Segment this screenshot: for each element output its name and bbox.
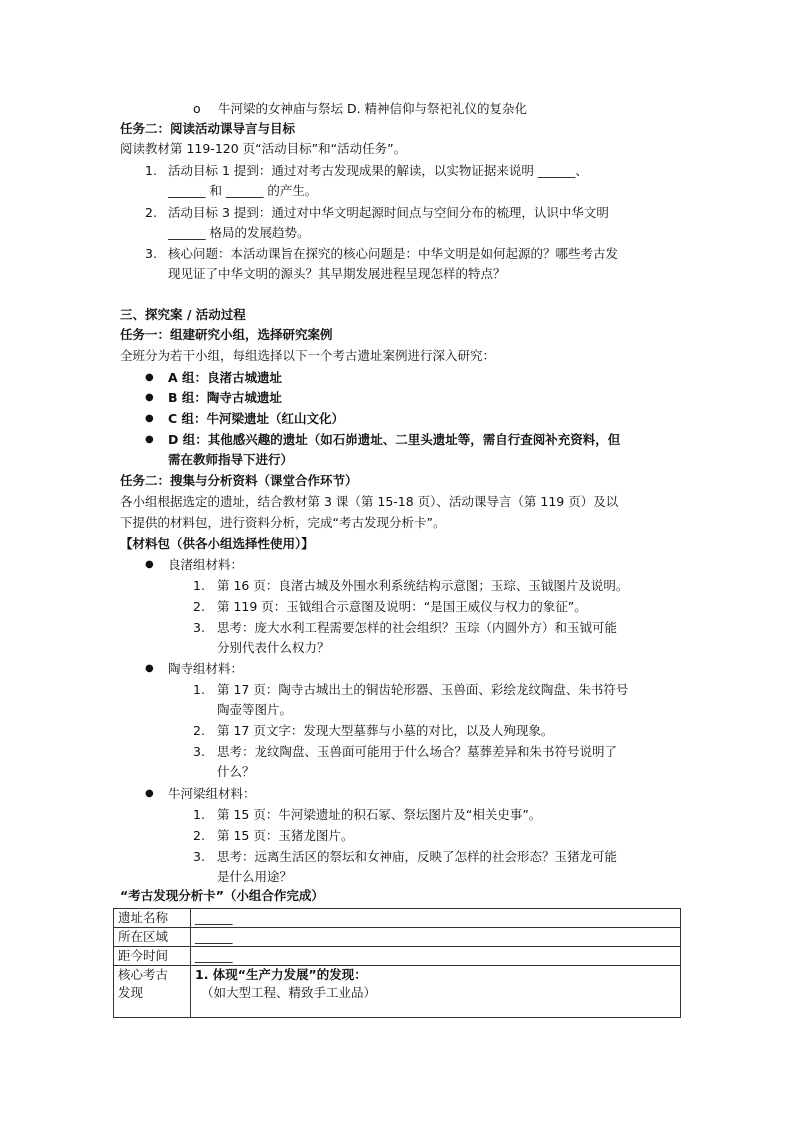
bullet-icon: ● <box>145 392 154 403</box>
list-number: 3. <box>193 849 205 864</box>
group-c: C 组：牛河梁遗址（红山文化） <box>168 411 345 426</box>
row-label: 遗址名称 <box>114 909 191 928</box>
core-item-hint: （如大型工程、精致手工业品） <box>201 985 377 1000</box>
table-row <box>114 909 681 928</box>
site-name-field[interactable]: ______ <box>191 909 681 928</box>
section3-title: 三、探究案 / 活动过程 <box>120 307 246 322</box>
group-b: B 组：陶寺古城遗址 <box>168 390 282 405</box>
bullet-icon: ● <box>145 413 154 424</box>
bullet-icon: ● <box>145 434 154 445</box>
pack-item-text: 思考：远离生活区的祭坛和女神庙，反映了怎样的社会形态？玉猪龙可能 <box>217 849 618 864</box>
analysis-card-title: “考古发现分析卡”（小组合作完成） <box>120 888 324 903</box>
core-question-line2: 现见证了中华文明的源头？其早期发展进程呈现怎样的特点？ <box>168 266 506 281</box>
core-question-line1: 核心问题：本活动课旨在探究的核心问题是：中华文明是如何起源的？哪些考古发 <box>168 246 619 261</box>
group-a: A 组：良渚古城遗址 <box>168 370 283 385</box>
row-label-core-discovery <box>114 966 191 1018</box>
row-label-line: 核心考古 <box>118 967 169 982</box>
list-number: 1. <box>193 807 205 822</box>
goal3-line1: 活动目标 3 提到：通过对中华文明起源时间点与空间分布的梳理，认识中华文明 <box>168 205 609 220</box>
bullet-icon: ● <box>145 372 154 383</box>
pack-name-liangzhu: 良渚组材料： <box>168 557 244 572</box>
pack-item-text: 陶壶等图片。 <box>217 702 293 717</box>
core-discovery-field[interactable] <box>191 966 681 1018</box>
pack-item-text: 第 17 页文字：发现大型墓葬与小墓的对比，以及人殉现象。 <box>217 723 554 738</box>
table-row <box>114 928 681 947</box>
task1-heading: 任务一：组建研究小组，选择研究案例 <box>120 327 333 342</box>
task2-heading: 任务二：搜集与分析资料（课堂合作环节） <box>120 473 358 488</box>
list-number: 2. <box>145 205 157 220</box>
list-number: 2. <box>193 599 205 614</box>
pack-name-niuheliang: 牛河梁组材料： <box>168 786 256 801</box>
group-d-line1: D 组：其他感兴趣的遗址（如石峁遗址、二里头遗址等，需自行查阅补充资料，但 <box>168 432 621 447</box>
list-number: 1. <box>193 682 205 697</box>
task2-prev-intro: 阅读教材第 119-120 页“活动目标”和“活动任务”。 <box>120 141 407 156</box>
material-pack-title: 【材料包（供各小组选择性使用）】 <box>120 536 314 551</box>
list-number: 2. <box>193 828 205 843</box>
task2-intro-line2: 下提供的材料包，进行资料分析，完成“考古发现分析卡”。 <box>120 515 446 530</box>
age-field[interactable]: ______ <box>191 947 681 966</box>
list-number: 1. <box>145 163 157 178</box>
analysis-card-table <box>113 908 681 1018</box>
pack-item-text: 思考：庞大水利工程需要怎样的社会组织？玉琮（内圆外方）和玉钺可能 <box>217 620 618 635</box>
pack-item-text: 第 119 页：玉钺组合示意图及说明：“是国王威仪与权力的象征”。 <box>217 599 587 614</box>
task1-intro: 全班分为若干小组，每组选择以下一个考古遗址案例进行深入研究： <box>120 348 496 363</box>
row-label: 距今时间 <box>114 947 191 966</box>
goal3-line2: ______ 格局的发展趋势。 <box>168 225 310 240</box>
pack-item-text: 分别代表什么权力？ <box>217 640 330 655</box>
bullet-icon: ● <box>145 663 154 674</box>
row-label: 所在区域 <box>114 928 191 947</box>
list-marker: o <box>193 101 201 116</box>
table-row <box>114 966 681 1018</box>
task2-intro-line1: 各小组根据选定的遗址，结合教材第 3 课（第 15-18 页）、活动课导言（第 119 页）及以 <box>120 494 619 509</box>
pack-item-text: 第 15 页：牛河梁遗址的积石冢、祭坛图片及“相关史事”。 <box>217 807 542 822</box>
core-item-heading: 1. 体现“生产力发展”的发现： <box>195 967 367 982</box>
task2-prev-heading: 任务二：阅读活动课导言与目标 <box>120 121 296 136</box>
pack-item-text: 第 17 页：陶寺古城出土的铜齿轮形器、玉兽面、彩绘龙纹陶盘、朱书符号 <box>217 682 629 697</box>
pack-item-text: 第 15 页：玉猪龙图片。 <box>217 828 354 843</box>
pack-item-text: 是什么用途？ <box>217 869 293 884</box>
goal1-line2: ______ 和 ______ 的产生。 <box>168 183 318 198</box>
row-label-line: 发现 <box>118 985 144 1000</box>
list-number: 3. <box>145 246 157 261</box>
goal1-line1: 活动目标 1 提到：通过对考古发现成果的解读，以实物证据来说明 ______、 <box>168 163 588 178</box>
group-d-line2: 需在教师指导下进行） <box>168 452 294 467</box>
region-field[interactable]: ______ <box>191 928 681 947</box>
pack-item-text: 第 16 页：良渚古城及外围水利系统结构示意图；玉琮、玉钺图片及说明。 <box>217 578 629 593</box>
pack-item-text: 什么？ <box>217 764 255 779</box>
top-item-text: 牛河梁的女神庙与祭坛 D. 精神信仰与祭祀礼仪的复杂化 <box>218 101 528 116</box>
bullet-icon: ● <box>145 559 154 570</box>
list-number: 3. <box>193 744 205 759</box>
list-number: 3. <box>193 620 205 635</box>
list-number: 2. <box>193 723 205 738</box>
pack-name-taosi: 陶寺组材料： <box>168 661 244 676</box>
pack-item-text: 思考：龙纹陶盘、玉兽面可能用于什么场合？墓葬差异和朱书符号说明了 <box>217 744 618 759</box>
bullet-icon: ● <box>145 788 154 799</box>
table-row <box>114 947 681 966</box>
list-number: 1. <box>193 578 205 593</box>
